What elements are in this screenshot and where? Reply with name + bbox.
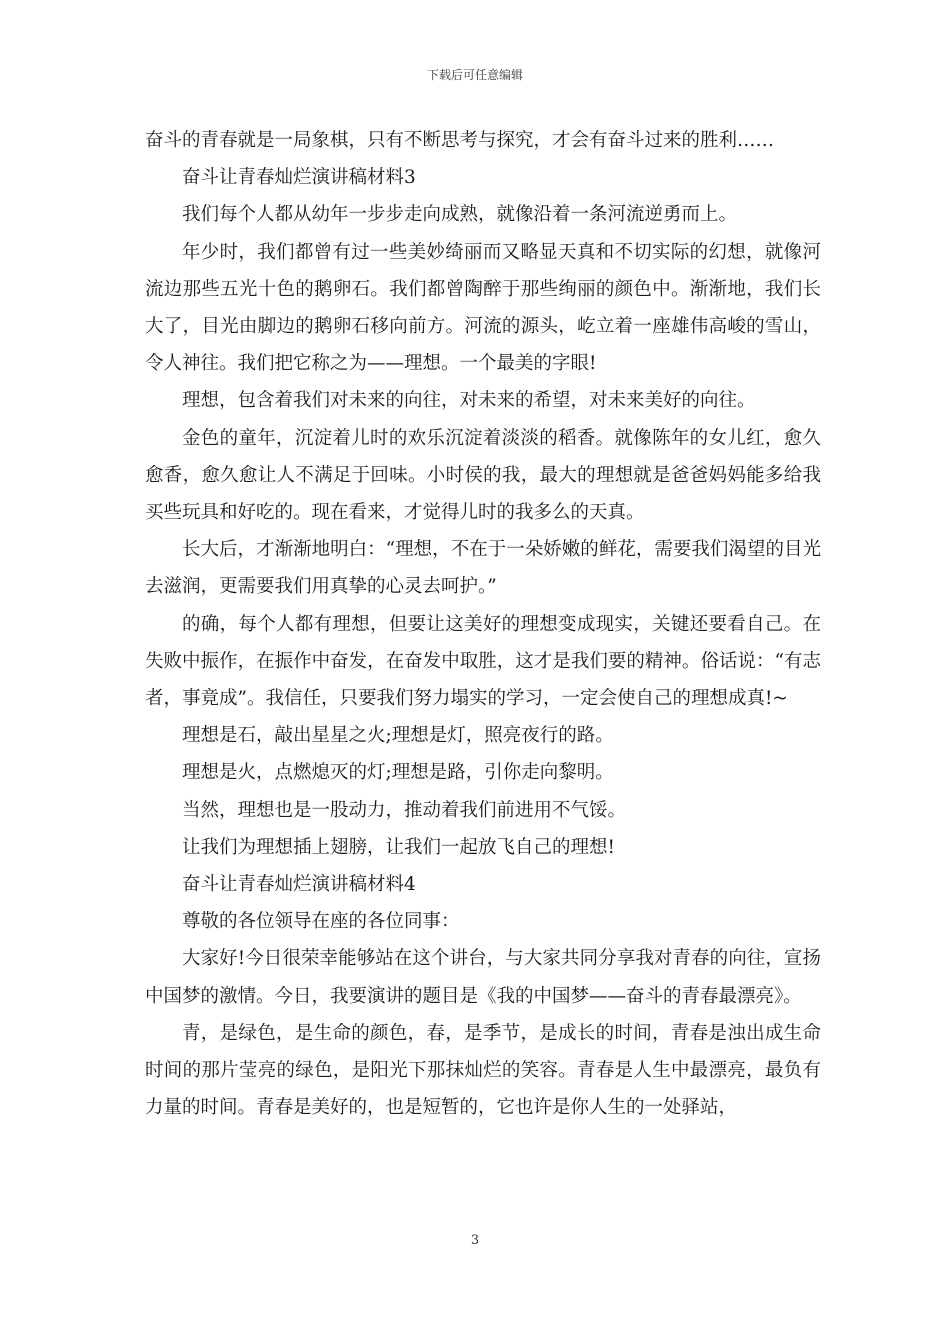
paragraph: 让我们为理想插上翅膀，让我们一起放飞自己的理想! bbox=[182, 836, 615, 858]
paragraph: 年少时，我们都曾有过一些美妙绮丽而又略显天真和不切实际的幻想，就像河流边那些五光十色的鹅卵石。我们都曾陶醉于那些绚丽的颜色中。渐渐地，我们长大了，目光由脚边的鹅卵石移向前方。河流的源头，屹立着一座雄伟高峻的雪山，令人神往。我们把它称之为——理想。一个最美的字眼! bbox=[145, 241, 821, 375]
paragraph: 长大后，才渐渐地明白：“理想，不在于一朵娇嫩的鲜花，需要我们渴望的目光去滋润，更需要我们用真挚的心灵去呵护。” bbox=[145, 539, 821, 598]
salutation: 尊敬的各位领导在座的各位同事： bbox=[182, 911, 460, 933]
paragraph: 金色的童年，沉淀着儿时的欢乐沉淀着淡淡的稻香。就像陈年的女儿红，愈久愈香，愈久愈让人不满足于回味。小时侯的我，最大的理想就是爸爸妈妈能多给我买些玩具和好吃的。现在看来，才觉得儿时的我多么的天真。 bbox=[145, 427, 821, 524]
page-number: 3 bbox=[470, 1233, 480, 1248]
paragraph: 当然，理想也是一股动力，推动着我们前进用不气馁。 bbox=[182, 799, 627, 821]
paragraph: 理想是石，敲出星星之火;理想是灯，照亮夜行的路。 bbox=[182, 725, 614, 747]
section-heading: 奋斗让青春灿烂演讲稿材料3 bbox=[182, 167, 416, 189]
section-heading: 奋斗让青春灿烂演讲稿材料4 bbox=[182, 874, 416, 896]
paragraph: 理想是火，点燃熄灭的灯;理想是路，引你走向黎明。 bbox=[182, 762, 614, 784]
paragraph: 青，是绿色，是生命的颜色，春，是季节，是成长的时间，青春是浊出成生命时间的那片莹亮的绿色，是阳光下那抹灿烂的笑容。青春是人生中最漂亮，最负有力量的时间。青春是美好的，也是短暂的，它也许是你人生的一处驿站， bbox=[145, 1022, 821, 1119]
page-header: 下载后可任意编辑 bbox=[426, 68, 523, 82]
paragraph: 奋斗的青春就是一局象棋，只有不断思考与探究，才会有奋斗过来的胜利…… bbox=[145, 130, 775, 151]
document-body bbox=[145, 122, 821, 1126]
paragraph: 大家好!今日很荣幸能够站在这个讲台，与大家共同分享我对青春的向往，宣扬中国梦的激情。今日，我要演讲的题目是《我的中国梦——奋斗的青春最漂亮》。 bbox=[145, 948, 821, 1007]
paragraph: 理想，包含着我们对未来的向往，对未来的希望，对未来美好的向往。 bbox=[182, 390, 756, 412]
paragraph: 的确，每个人都有理想，但要让这美好的理想变成现实，关键还要看自己。在失败中振作，在振作中奋发，在奋发中取胜，这才是我们要的精神。俗话说：“有志者，事竟成”。我信任，只要我们努力塌实的学习，一定会使自己的理想成真!~ bbox=[145, 613, 821, 710]
paragraph: 我们每个人都从幼年一步步走向成熟，就像沿着一条河流逆勇而上。 bbox=[182, 204, 738, 226]
